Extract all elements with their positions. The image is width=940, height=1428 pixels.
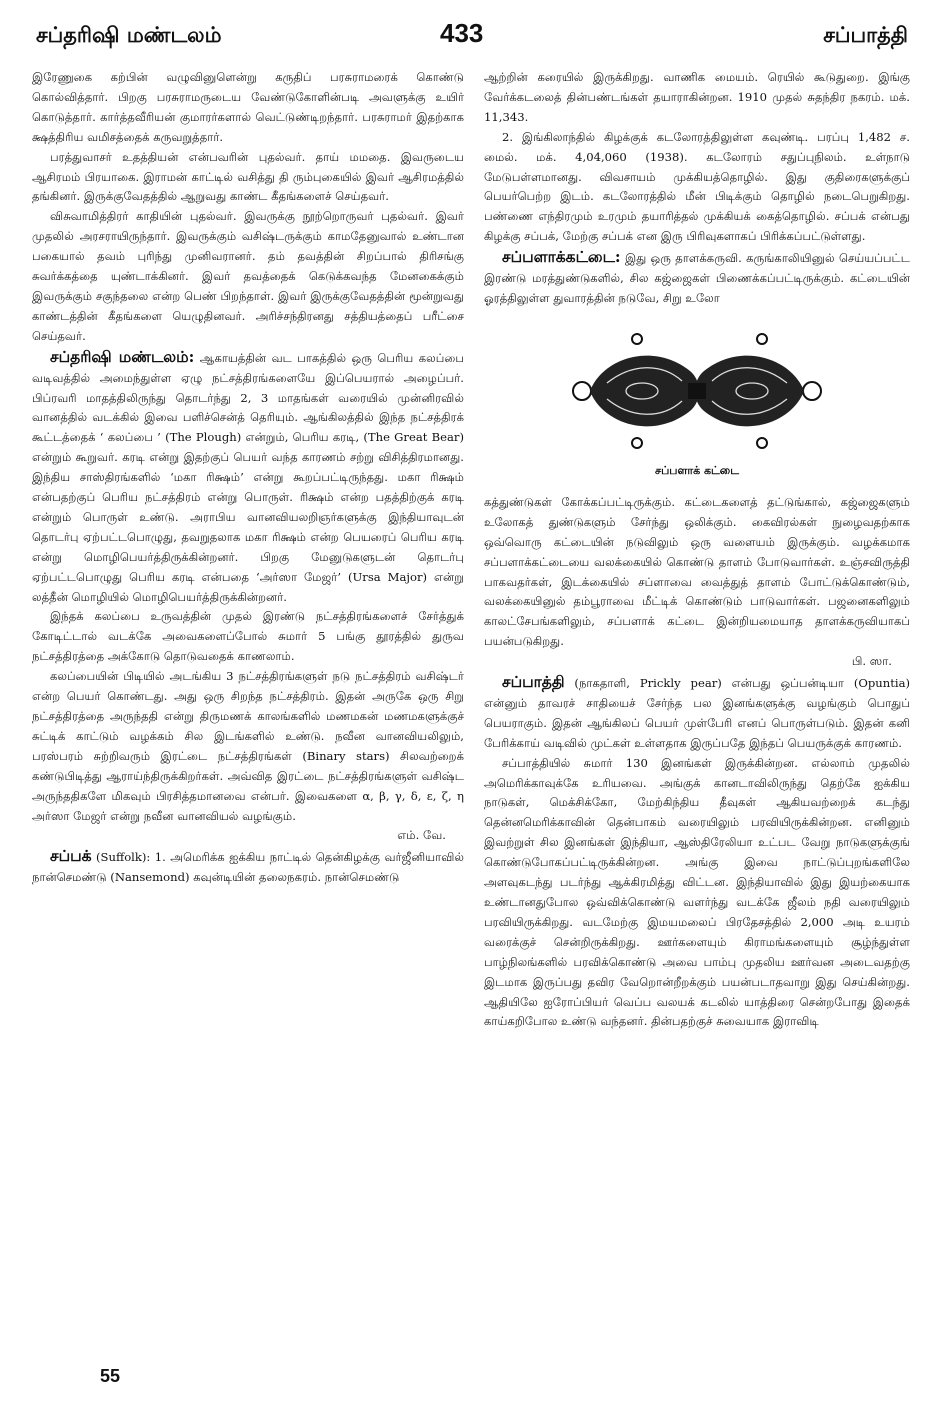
entry-suffolk	[32, 846, 464, 888]
paragraph: விசுவாமித்திரர் காதியின் புதல்வர். இவருக்கு நூற்றொருவர் புதல்வர். இவர் முதலில் அரசராயிருந்தார். இவருக்கும் வசிஷ்டருக்கும் காமதேனுவால் உண்டான பகையால் தவம் புரிந்து முனிவரானர். தம் தவத்தின் சிறப்பால் திரிசங்கு சுவர்க்கத்தை யுண்டாக்கினர். இவர் தவத்தைக் கெடுக்கவந்த மேனகைக்கும் இவருக்கும் சகுந்தலை என்ற பெண் பிறந்தாள். இவர் இருக்குவேதத்தின் மூன்றுவது காண்டத்தின் கீதங்களை யெழுதினவர். அரிச்சந்திரனது சத்தியத்தைப் பரீட்சை செய்தவர்.	[32, 209, 464, 343]
castanets-illustration-icon	[562, 319, 832, 454]
entry-body: ஆகாயத்தின் வட பாகத்தில் ஒரு பெரிய கலப்பை வடிவத்தில் அமைந்துள்ள ஏழு நட்சத்திரங்களையே இப்பெயரால் அழைப்பர். பிப்ரவரி மாதத்திலிருந்து தொடர்ந்து 2, 3 மாதங்கள் வரையில் முன்னிரவில் வானத்தில் வடக்கில் இவை பளிச்சென்த் தெரியும். ஆங்கிலத்தில் இந்த நட்சத்திரக் கூட்டத்தைக் ‘ கலப்பை ’ (The Plough) என்றும், பெரிய கரடி, (The Great Bear) என்றும் கூறுவர். கரடி என்று இதற்குப் பெயர் வந்த காரணம் சற்று விசித்திரமானது. இந்திய சாஸ்திரங்களில் ‘மகா ரிக்ஷம்’ என்று கூறப்பட்டிருந்தது. மகா ரிக்ஷம் என்பதற்குப் பெரிய நட்சத்திரம் என்று பொருள். ரிக்ஷம் என்ற பதத்திற்குக் கரடி என்றும் பொருள் உண்டு. அராபிய வானவியலறிஞர்களுக்கு இந்தியாவுடன் தொடர்பு ஏற்பட்டபொழுது, தவறுதலாக மகா ரிக்ஷம் என்ற பெயரைப் பெரிய கரடி என்று மொழிபெயர்த்திருக்கின்றனர். பிறகு மேனுடுகளுடன் தொடர்பு ஏற்பட்டபொழுது பெரிய கரடி என்பதை ‘அர்ஸா மேஜர்’ (Ursa Major) என்று லத்தீன் மொழியில் மொழிபெயர்த்திருக்கின்றனர்.	[32, 350, 464, 604]
right-column	[484, 68, 910, 1032]
entry-heading: சப்பாத்தி	[502, 672, 565, 692]
paragraph: கலப்பையின் பிடியில் அடங்கிய 3 நட்சத்திரங்களுள் நடு நட்சத்திரம் வசிஷ்டர் என்ற பெயர் கொண்டது. அது ஒரு சிறந்த நட்சத்திரம். இதன் அருகே ஒரு சிறு நட்சத்திரத்தை அருந்ததி என்று திருமணக் காலங்களில் மணமகன் மணமகளுக்குச் சுட்டிக் காட்டும் வழக்கம் சில இடங்களில் உண்டு. நவீன வானவியலிலும், பரஸ்பரம் சுற்றிவரும் இரட்டை நட்சத்திரங்கள் (Binary stars) சிலவற்றைக் கண்டுபிடித்து ஆராய்ந்திருக்கிறர்கள். அவ்வித இரட்டை நட்சத்திரங்களுள் வசிஷ்ட அருந்ததிகளே மிகவும் பிரசித்தமானவை என்பர். இவைகளை α, β, γ, δ, ε, ζ, η அர்ஸா மேஜர் என்று நவீன வானவியல் வழங்கும்.	[32, 669, 464, 823]
entry-prickly-pear	[484, 672, 910, 754]
entry-heading: சப்பக்	[50, 846, 92, 866]
paragraph: பரத்துவாசர் உதத்தியன் என்பவரின் புதல்வர். தாய் மமதை. இவருடைய ஆசிரமம் பிரயாகை. இராமன் காட்டில் வசித்து தி ரும்புகையில் இவர் ஆசிரமத்தில் தங்கினர். இருக்குவேதத்தில் ஆறுவது காண்ட கீதங்களைச் செய்தவர்.	[32, 149, 464, 204]
entry-body: (Suffolk): 1. அமெரிக்க ஐக்கிய நாட்டில் தென்கிழக்கு வர்ஜீனியாவில் நான்செமண்டு (Nansemond) கவுன்டியின் தலைநகரம். நான்செமண்டு	[32, 850, 465, 885]
paragraph: ஆற்றின் கரையில் இருக்கிறது. வாணிக மையம். ரெயில் கூடுதுறை. இங்கு வேர்க்கடலைத் தின்பண்டங்கள் தயாராகின்றன. 1910 முதல் சுதந்திர நகரம். மக். 11,343.	[484, 70, 910, 124]
paragraph: இந்தக் கலப்பை உருவத்தின் முதல் இரண்டு நட்சத்திரங்களைச் சேர்த்துக் கோடிட்டால் வடக்கே அவைகளைப்போல் சுமார் 5 பங்கு தூரத்தில் துருவ நட்சத்திரத்தை அக்கோடு தொடுவதைக் காணலாம்.	[32, 609, 464, 664]
paragraph: இரேணுகை கற்பின் வழுவினுளென்று கருதிப் பரசுராமரைக் கொண்டு கொல்வித்தார். பிறகு பரசுராமருடைய வேண்டுகோளின்படி அவளுக்கு உயிர் கொடுத்தார். கார்த்தவீரியன் குமாரர்களால் வெட்டுண்டிறந்தார். பரசுராமர் இதற்காக க்ஷத்திரிய வமிசத்தைக் கருவறுத்தார்.	[32, 70, 464, 144]
running-head-left: சப்தரிஷி மண்டலம்	[36, 22, 222, 47]
entry-saptarishi	[32, 347, 464, 608]
author-signature: பி. ஸா.	[851, 654, 892, 669]
signature-mark: 55	[100, 1366, 121, 1386]
entry-body: (நாகதாளி, Prickly pear) என்பது ஒப்பன்டியா (Opuntia) என்னும் தாவரச் சாதியைச் சேர்ந்த பல இனங்களுக்கு வழங்கும் பொதுப் பெயராகும். இதன் ஆங்கிலப் பெயர் முள்பேரி எனப் பொருள்படும். இதன் கனி பேரிக்காய் வடிவில் முட்கள் உள்ளதாக இருப்பதே இந்தப் பெயருக்குக் காரணம்.	[484, 676, 910, 750]
entry-heading: சப்தரிஷி மண்டலம்:	[50, 346, 195, 366]
running-head-right: சப்பாத்தி	[823, 22, 908, 47]
left-column	[32, 68, 464, 888]
entry-castanets	[484, 247, 910, 309]
figure-caption: சப்பளாக் கட்டை	[655, 463, 739, 477]
entry-body: இது ஒரு தாளக்கருவி. கருங்காலியினுல் செய்யப்பட்ட இரண்டு மரத்துண்டுகளில், சில கஜ்ஜைகள் பிணைக்கப்பட்டிருக்கும். கட்டையின் ஓரத்திலுள்ள துவாரத்தின் நடுவே, சிறு உலோ	[484, 251, 910, 305]
figure	[484, 311, 910, 489]
page-number: 433	[440, 18, 484, 48]
author-signature: எம். வே.	[397, 828, 446, 843]
paragraph: கத்துண்டுகள் கோக்கப்பட்டிருக்கும். கட்டைகளைத் தட்டுங்கால், கஜ்ஜைகளும் உலோகத் துண்டுகளும் சேர்ந்து ஒலிக்கும். கைவிரல்கள் நுழைவதற்காக ஒவ்வொரு கட்டையின் நடுவிலும் ஒரு வளையம் இருக்கும். வழக்கமாக சப்பளாக்கட்டையை வலக்கையில் கொண்டு தாளம் போடுவார்கள். உஞ்சவிருத்தி பாகவதர்கள், இடக்கையில் சப்ளாவை வைத்துத் தாளம் போட்டுக்கொண்டும், வலக்கையினுல் தம்பூராவை மீட்டிக் கொண்டும் பாடுவார்கள். பஜனைகளிலும் காலட்சேபங்களிலும், சப்பளாக் கட்டை இன்றியமையாத தாளக்கருவியாகப் பயன்படுகிறது.	[484, 494, 910, 649]
paragraph: சப்பாத்தியில் சுமார் 130 இனங்கள் இருக்கின்றன. எல்லாம் முதலில் அமெரிக்காவுக்கே உரியவை. அங்குக் கானடாவிலிருந்து தெற்கே ஐக்கிய நாடுகள், மெக்சிக்கோ, மேற்கிந்திய தீவுகள் ஆகியவற்றைக் கடந்து தென்னமெரிக்காவின் தென்பாகம் வரையிலும் பரவியிருக்கின்றன. எனினும் இவற்றுள் சில இனங்கள் இந்தியா, ஆஸ்திரேலியா உட்பட வேறு நாடுகளுக்குங் கொண்டுபோகப்பட்டிருக்கின்றன. அங்கு இவை நாட்டுப்புறங்களிலே அளவுகடந்து படர்ந்து ஆக்கிரமித்து விட்டன. இந்தியாவில் இது இயற்கையாக உண்டானதுபோல ஒவ்விக்கொண்டு வளர்ந்து வடக்கே ஜீலம் நதி வரையிலும் பரவியிருக்கிறது. வடமேற்கு இமயமலைப் பிரதேசத்தில் 2,000 அடி உயரம் வரைக்குச் சென்றிருக்கிறது. ஊர்களையும் கிராமங்களையும் சூழ்ந்துள்ள பாழ்நிலங்களில் பரவிக்கொண்டு அவை பாம்பு முதலிய ஊர்வன அடைவதற்கு இடமாக இருப்பது தவிர வேறொன்றீறக்கும் பயன்படாதவாறு இது செய்கின்றது. ஆதியிலே ஐரோப்பியர் வெப்ப வலயக் கடலில் யாத்திரை சென்றபோது இதைக் காய்கறிபோல உண்டு வந்தனர். தின்பதற்குச் சுவையாக இராவிடி	[484, 755, 910, 1029]
entry-heading: சப்பளாக்கட்டை:	[502, 247, 621, 267]
paragraph: 2. இங்கிலாந்தில் கிழக்குக் கடலோரத்திலுள்ள கவுண்டி. பரப்பு 1,482 ச. மைல். மக். 4,04,060 (1938). கடலோரம் சதுப்புநிலம். உள்நாடு மேடுபள்ளமானது. விவசாயம் முக்கியத்தொழில். இது குதிரைகளுக்குப் பெயர்பெற்ற இடம். கடலோரத்தில் மீன் பிடிக்கும் தொழில் நடைபெறுகிறது. பண்ணை எந்திரமும் உரமும் தயாரித்தல் முக்கியக் கைத்தொழில். சப்பக் என்பது கிழக்கு சப்பக், மேற்கு சப்பக் என இரு பிரிவுகளாகப் பிரிக்கப்பட்டுள்ளது.	[484, 129, 910, 244]
